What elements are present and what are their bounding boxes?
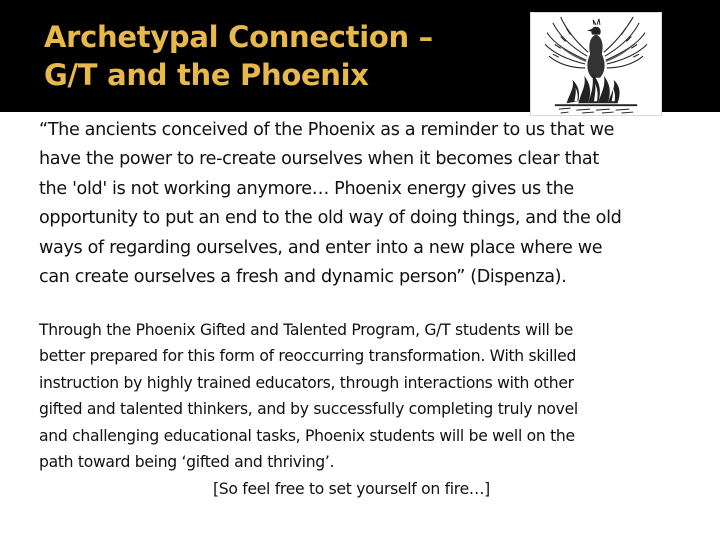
- quote-line: have the power to re-create ourselves when it becomes clear that: [39, 149, 599, 170]
- quote-line: opportunity to put an end to the old way of doing things, and the old: [39, 208, 622, 229]
- quote-line: can create ourselves a fresh and dynamic person” (Dispenza).: [39, 267, 567, 288]
- slide-title: [44, 18, 514, 94]
- description-line: better prepared for this form of reoccurring transformation. With skilled: [39, 347, 577, 366]
- description-line: instruction by highly trained educators, through interactions with other: [39, 373, 574, 392]
- description-line: path toward being ‘gifted and thriving’.: [39, 453, 335, 472]
- description-line: Through the Phoenix Gifted and Talented Program, G/T students will be: [39, 321, 574, 339]
- phoenix-quote: [39, 116, 715, 292]
- slide-title-line-2: G/T and the Phoenix: [44, 58, 369, 92]
- quote-line: ways of regarding ourselves, and enter into a new place where we: [39, 237, 603, 258]
- description-line: gifted and talented thinkers, and by successfully completing truly novel: [39, 400, 578, 419]
- phoenix-woodcut-icon: [530, 12, 662, 116]
- program-description: [39, 317, 715, 475]
- quote-line: the 'old' is not working anymore… Phoenix energy gives us the: [39, 178, 574, 199]
- slide-title-line-1: Archetypal Connection –: [44, 20, 433, 54]
- description-line: and challenging educational tasks, Phoenix students will be well on the: [39, 426, 575, 445]
- quote-line: “The ancients conceived of the Phoenix as a reminder to us that we: [39, 120, 615, 140]
- closing-remark: [So feel free to set yourself on fire…]: [213, 480, 490, 498]
